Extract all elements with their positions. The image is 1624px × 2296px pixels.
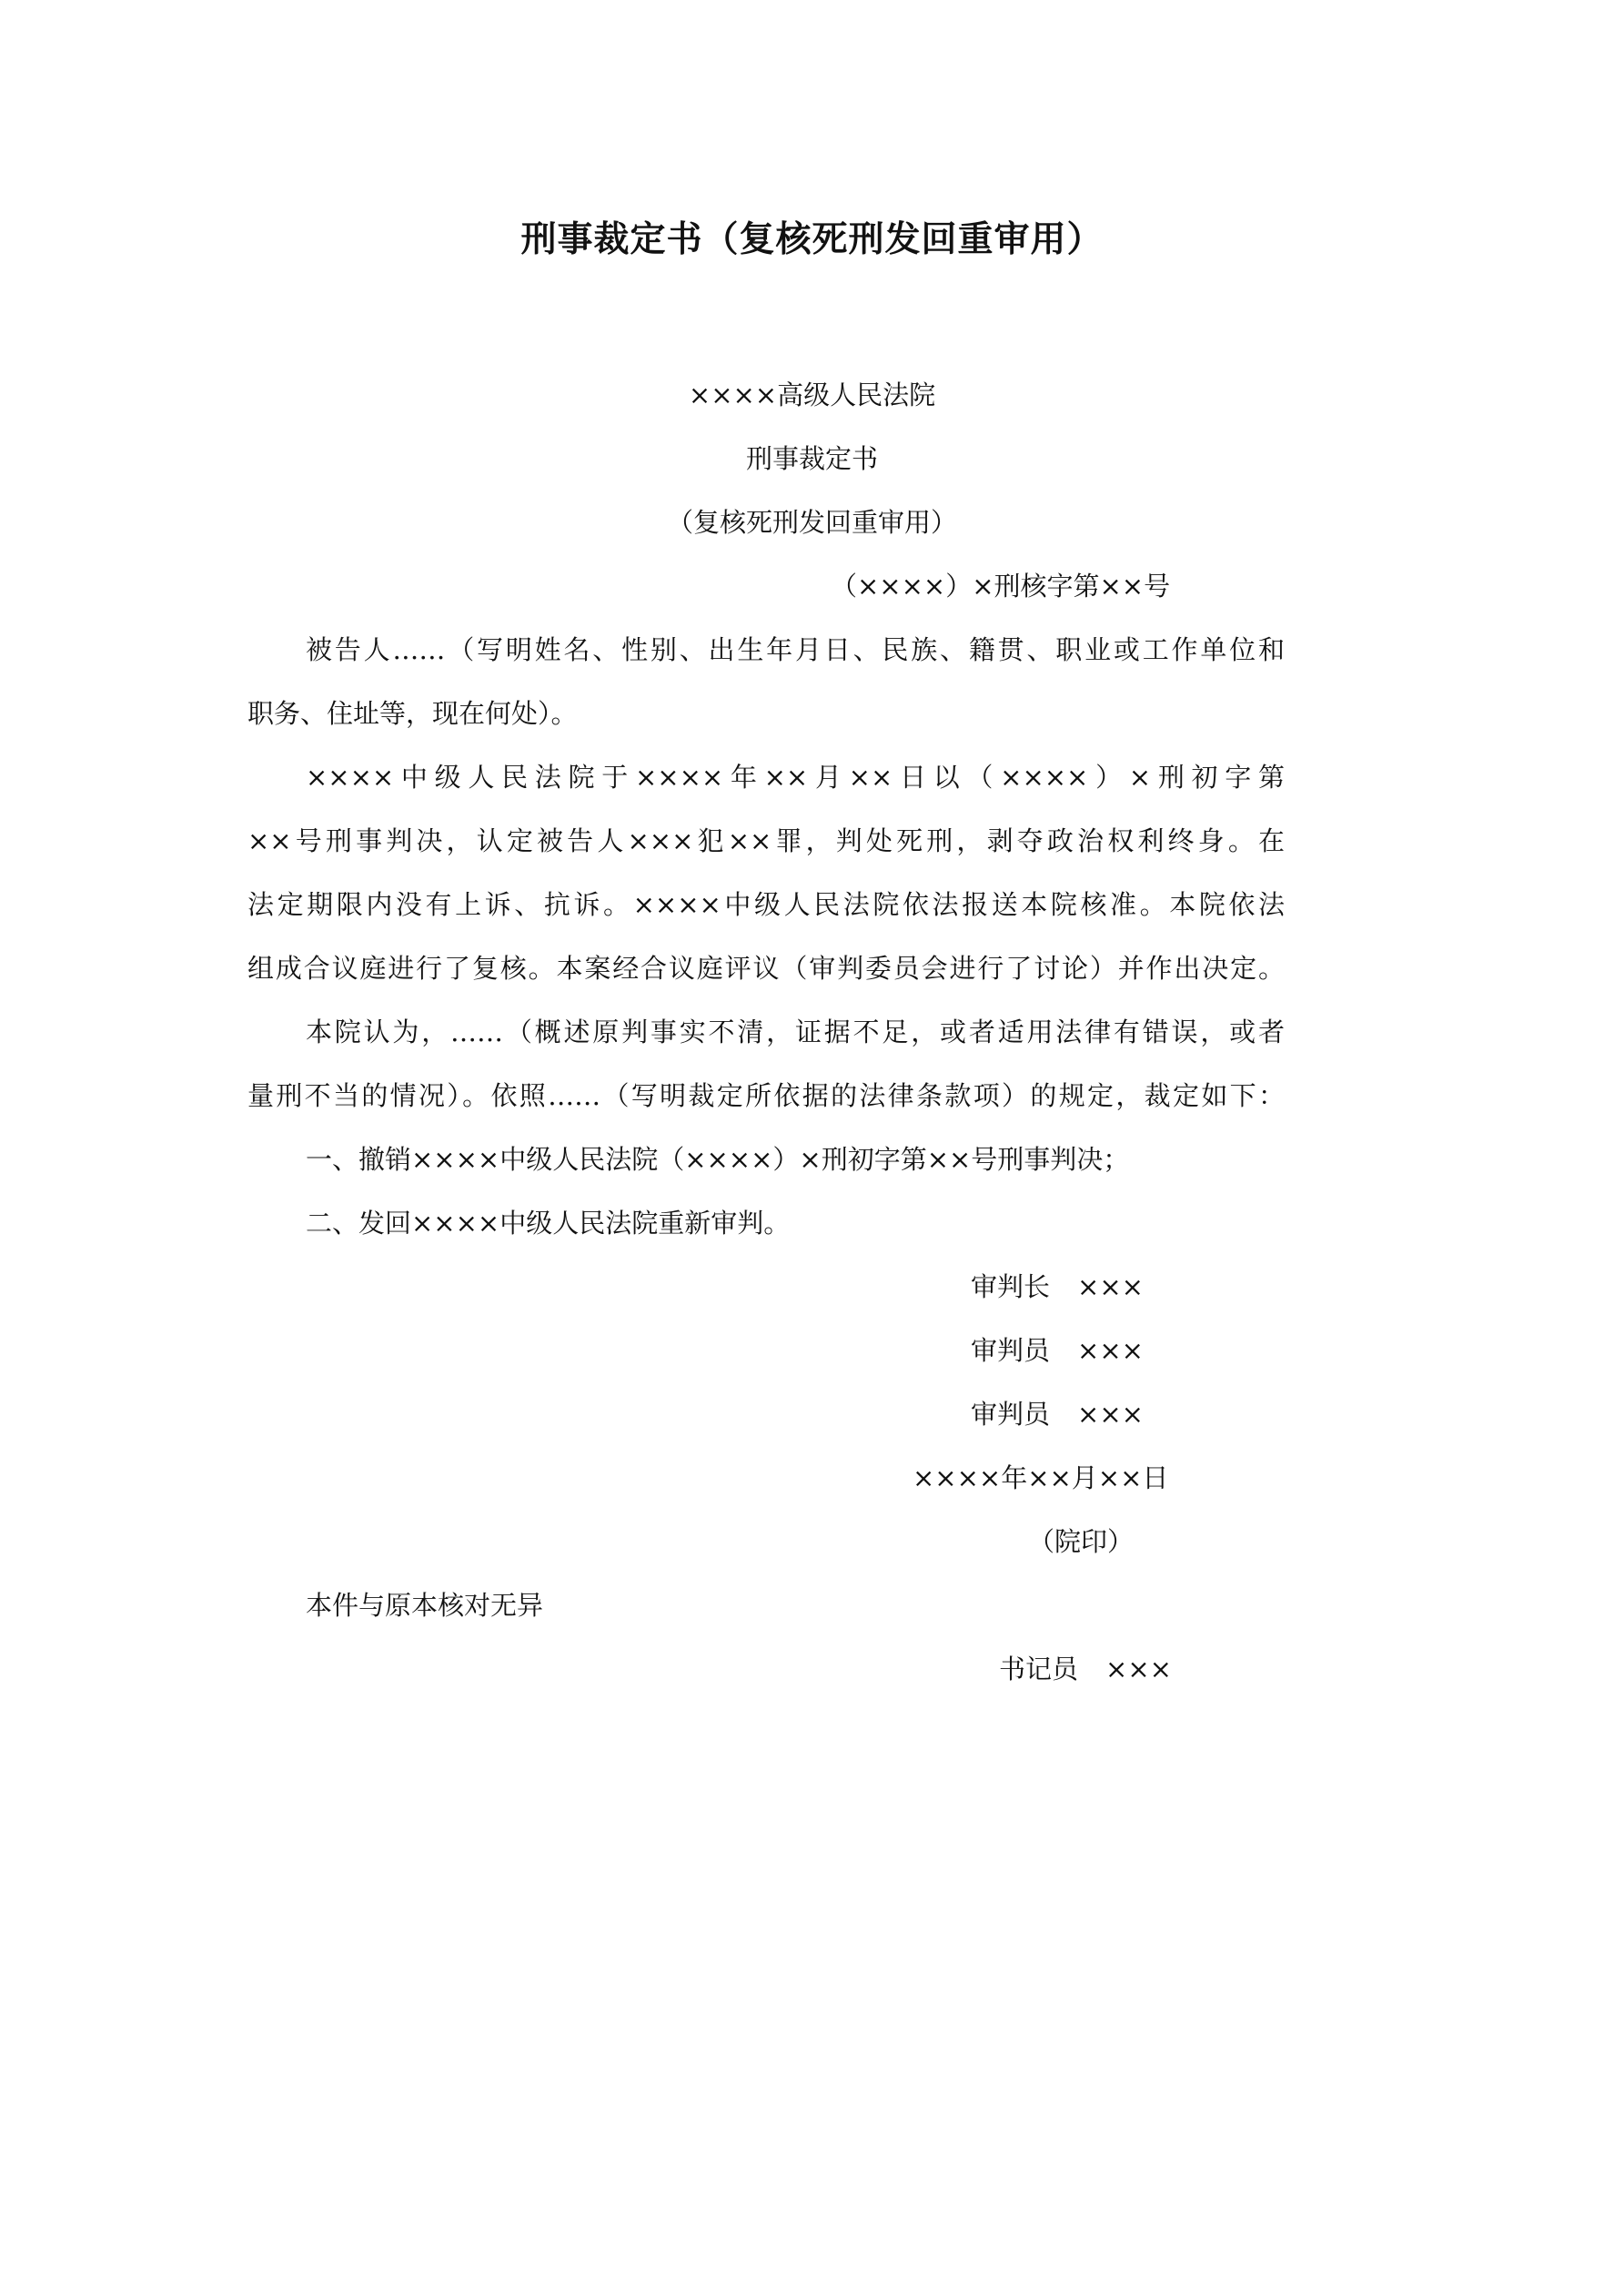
presiding-judge-role: 审判长: [971, 1271, 1051, 1302]
judge-2-role: 审判员: [971, 1399, 1051, 1430]
court-seal-note: （院印）: [1028, 1526, 1135, 1557]
court-name: ××××高级人民法院: [688, 379, 936, 410]
document-type: 刑事裁定书: [745, 443, 878, 474]
presiding-judge-name: ×××: [1077, 1271, 1144, 1302]
reasoning-paragraph-line-1: 本院认为，……（概述原判事实不清，证据不足，或者适用法律有错误，或者: [306, 1017, 1285, 1047]
clerk-name: ×××: [1105, 1654, 1172, 1684]
case-number: （××××）×刑核字第××号: [831, 571, 1171, 602]
history-paragraph-line-3: 法定期限内没有上诉、抗诉。××××中级人民法院依法报送本院核准。本院依法: [247, 889, 1285, 920]
clerk-signature: [999, 1651, 1172, 1687]
clerk-role: 书记员: [999, 1654, 1079, 1684]
document-subtype: （复核死刑发回重审用）: [666, 507, 957, 538]
defendant-paragraph-line-2: 职务、住址等，现在何处）。: [247, 698, 578, 729]
verification-note: 本件与原本核对无异: [306, 1590, 544, 1621]
judge-2-signature: [971, 1396, 1144, 1432]
history-paragraph-line-2: ××号刑事判决，认定被告人×××犯××罪，判处死刑，剥夺政治权利终身。在: [247, 825, 1285, 856]
presiding-judge-signature: [971, 1269, 1144, 1305]
ruling-date: ××××年××月××日: [913, 1462, 1169, 1493]
history-paragraph-line-4: 组成合议庭进行了复核。本案经合议庭评议（审判委员会进行了讨论）并作出决定。: [247, 953, 1285, 984]
judge-1-name: ×××: [1077, 1335, 1144, 1366]
ruling-item-2: 二、发回××××中级人民法院重新审判。: [306, 1208, 791, 1239]
ruling-item-1: 一、撤销××××中级人民法院（××××）×刑初字第××号刑事判决；: [306, 1144, 1130, 1175]
judge-1-signature: [971, 1332, 1144, 1369]
judge-1-role: 审判员: [971, 1335, 1051, 1366]
reasoning-paragraph-line-2: 量刑不当的情况）。依照……（写明裁定所依据的法律条款项）的规定，裁定如下：: [247, 1080, 1285, 1111]
judge-2-name: ×××: [1077, 1399, 1144, 1430]
history-paragraph-line-1: ××××中级人民法院于××××年××月××日以（××××）×刑初字第: [306, 762, 1285, 793]
document-title: 刑事裁定书（复核死刑发回重审用）: [520, 219, 1104, 260]
defendant-paragraph-line-1: 被告人……（写明姓名、性别、出生年月日、民族、籍贯、职业或工作单位和: [306, 634, 1285, 665]
